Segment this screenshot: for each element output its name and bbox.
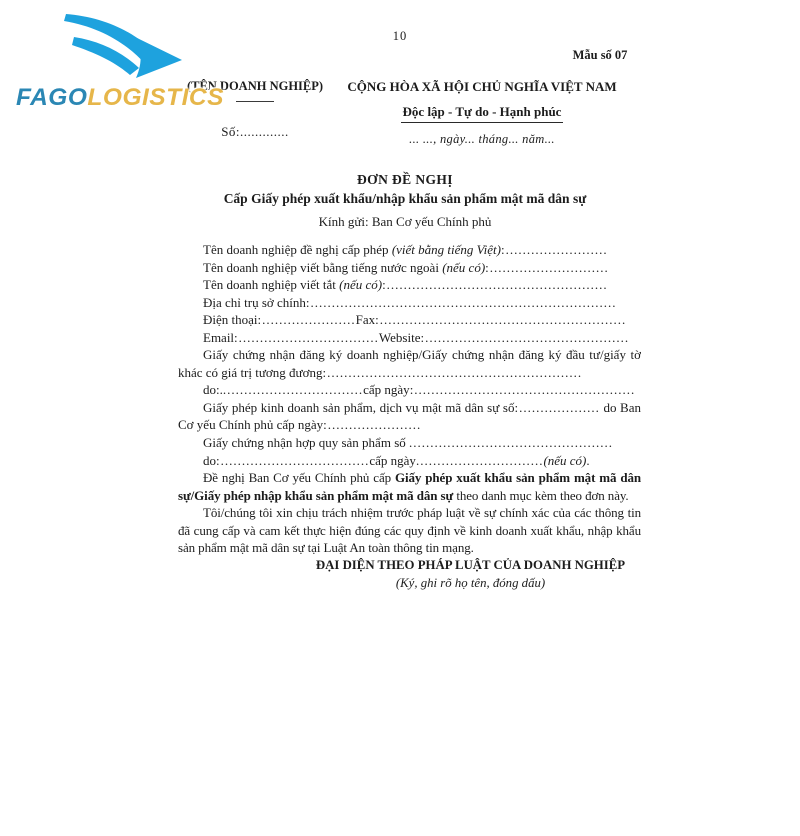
paragraph-text: Đề nghị Ban Cơ yếu Chính phủ cấp [203,470,395,486]
form-line-email-website [178,329,641,347]
form-paragraph-request [178,469,641,504]
document-number-line: Số:............. [221,124,289,139]
form-paragraph-commitment: Tôi/chúng tôi xin chịu trách nhiệm trước pháp luật về sự chính xác của các thông tin đã cung cấp và cam kết thực hiện đúng các quy định về kinh doanh xuất khẩu, nhập khẩu sản phẩm mật mã dân sự tại Luật An toàn thông tin mạng. [178,505,641,556]
license-name-bold: Giấy phép xuất khẩu sản phẩm mật mã dân sự/Giấy phép nhập khẩu sản phẩm mật mã dân sự [178,470,641,503]
fill-in-dots: :................................... [216,452,370,468]
form-line-company-abbr [178,276,641,294]
title-block [150,172,660,230]
field-note: (nếu có) [543,452,587,468]
national-title: CỘNG HÒA XÃ HỘI CHỦ NGHĨA VIỆT NAM [347,79,617,94]
fill-in-dots: :................................................ [420,329,630,345]
brand-fago: FAGO [16,84,88,111]
doc-title: ĐƠN ĐỀ NGHỊ [357,172,453,187]
form-number: Mẫu số 07 [572,48,628,62]
field-label: Tên doanh nghiệp viết tắt [203,277,340,293]
fill-in-dots: :.................................................... [382,277,608,293]
page-number: 10 [392,29,408,43]
fill-in-dots: ................................. [222,382,364,398]
form-line-company-name-vi [178,241,641,259]
fill-in-dots: :...................... [323,417,422,433]
field-label: Điện thoại [203,312,258,328]
fill-in-dots: :............................................................ [322,364,583,380]
field-note: (nếu có) [339,277,383,293]
field-label: Website [378,329,421,345]
brand-wordmark [16,84,241,112]
fill-in-dots: .............................. [415,452,544,468]
signature-title: ĐẠI DIỆN THEO PHÁP LUẬT CỦA DOANH NGHIỆP [315,558,626,572]
field-note: (viết bằng tiếng Việt) [391,242,501,257]
field-label: cấp ngày [369,452,416,468]
form-line-conformity-cert [178,434,641,452]
field-label: cấp ngày [363,382,410,398]
field-label: Tên doanh nghiệp đề nghị cấp phép [203,242,392,257]
fill-in-dots: ................................................ [409,435,614,451]
form-body [178,241,641,557]
fill-in-dots: :................................. [234,329,379,345]
fill-in-dots: :........................ [500,242,608,257]
form-line-company-name-foreign [178,259,641,277]
field-label: do:. [203,382,223,398]
form-line-issued-by-date-2 [178,452,641,470]
form-line-phone-fax [178,311,641,329]
field-label: Tên doanh nghiệp viết bằng tiếng nước ngoài [203,259,443,275]
signature-block [303,558,638,591]
fill-in-dots: :.......................................................... [375,312,627,328]
doc-subtitle: Cấp Giấy phép xuất khẩu/nhập khẩu sản phẩm mật mã dân sự [223,191,587,206]
fill-in-dots: :............................ [485,259,609,275]
form-line-address [178,294,641,312]
recipient-line: Kính gửi: Ban Cơ yếu Chính phủ [318,214,492,229]
field-label: Email [203,329,235,345]
national-motto: Độc lập - Tự do - Hạnh phúc [401,104,564,123]
fill-in-dots: :................... [514,399,600,415]
fill-in-dots: :........................................................................ [305,294,617,310]
form-line-registration-cert [178,346,641,381]
signature-note: (Ký, ghi rõ họ tên, đóng dấu) [395,576,546,590]
company-name-placeholder: (TÊN DOANH NGHIỆP) [186,79,324,93]
field-label: Giấy chứng nhận đăng ký doanh nghiệp/Giấy chứng nhận đăng ký đầu tư/giấy tờ khác có giá trị tương đương [178,347,641,380]
form-line-business-license [178,399,641,434]
form-line-issued-by-date-1 [178,381,641,399]
field-label: Giấy phép kinh doanh sản phẩm, dịch vụ mật mã dân sự số [203,399,515,415]
brand-logistics: LOGISTICS [87,84,224,111]
field-label: . [586,452,590,468]
field-label: Địa chỉ trụ sở chính [203,294,306,310]
divider-rule [236,101,274,102]
fill-in-dots: :...................... [257,312,356,328]
field-label: do Ban Cơ yếu Chính phủ cấp ngày [178,399,641,433]
header-right-column [347,79,617,147]
field-label: Fax [355,312,376,328]
fill-in-dots: :.................................................... [409,382,636,398]
field-label: Giấy chứng nhận hợp quy sản phẩm số [203,435,410,451]
field-label: do [203,452,216,468]
swoosh-arrow-icon [36,10,186,86]
paragraph-text: theo danh mục kèm theo đơn này. [453,487,629,503]
date-line: ... ..., ngày... tháng... năm... [409,132,555,146]
fago-logistics-logo [14,10,239,120]
field-note: (nếu có) [442,259,486,275]
